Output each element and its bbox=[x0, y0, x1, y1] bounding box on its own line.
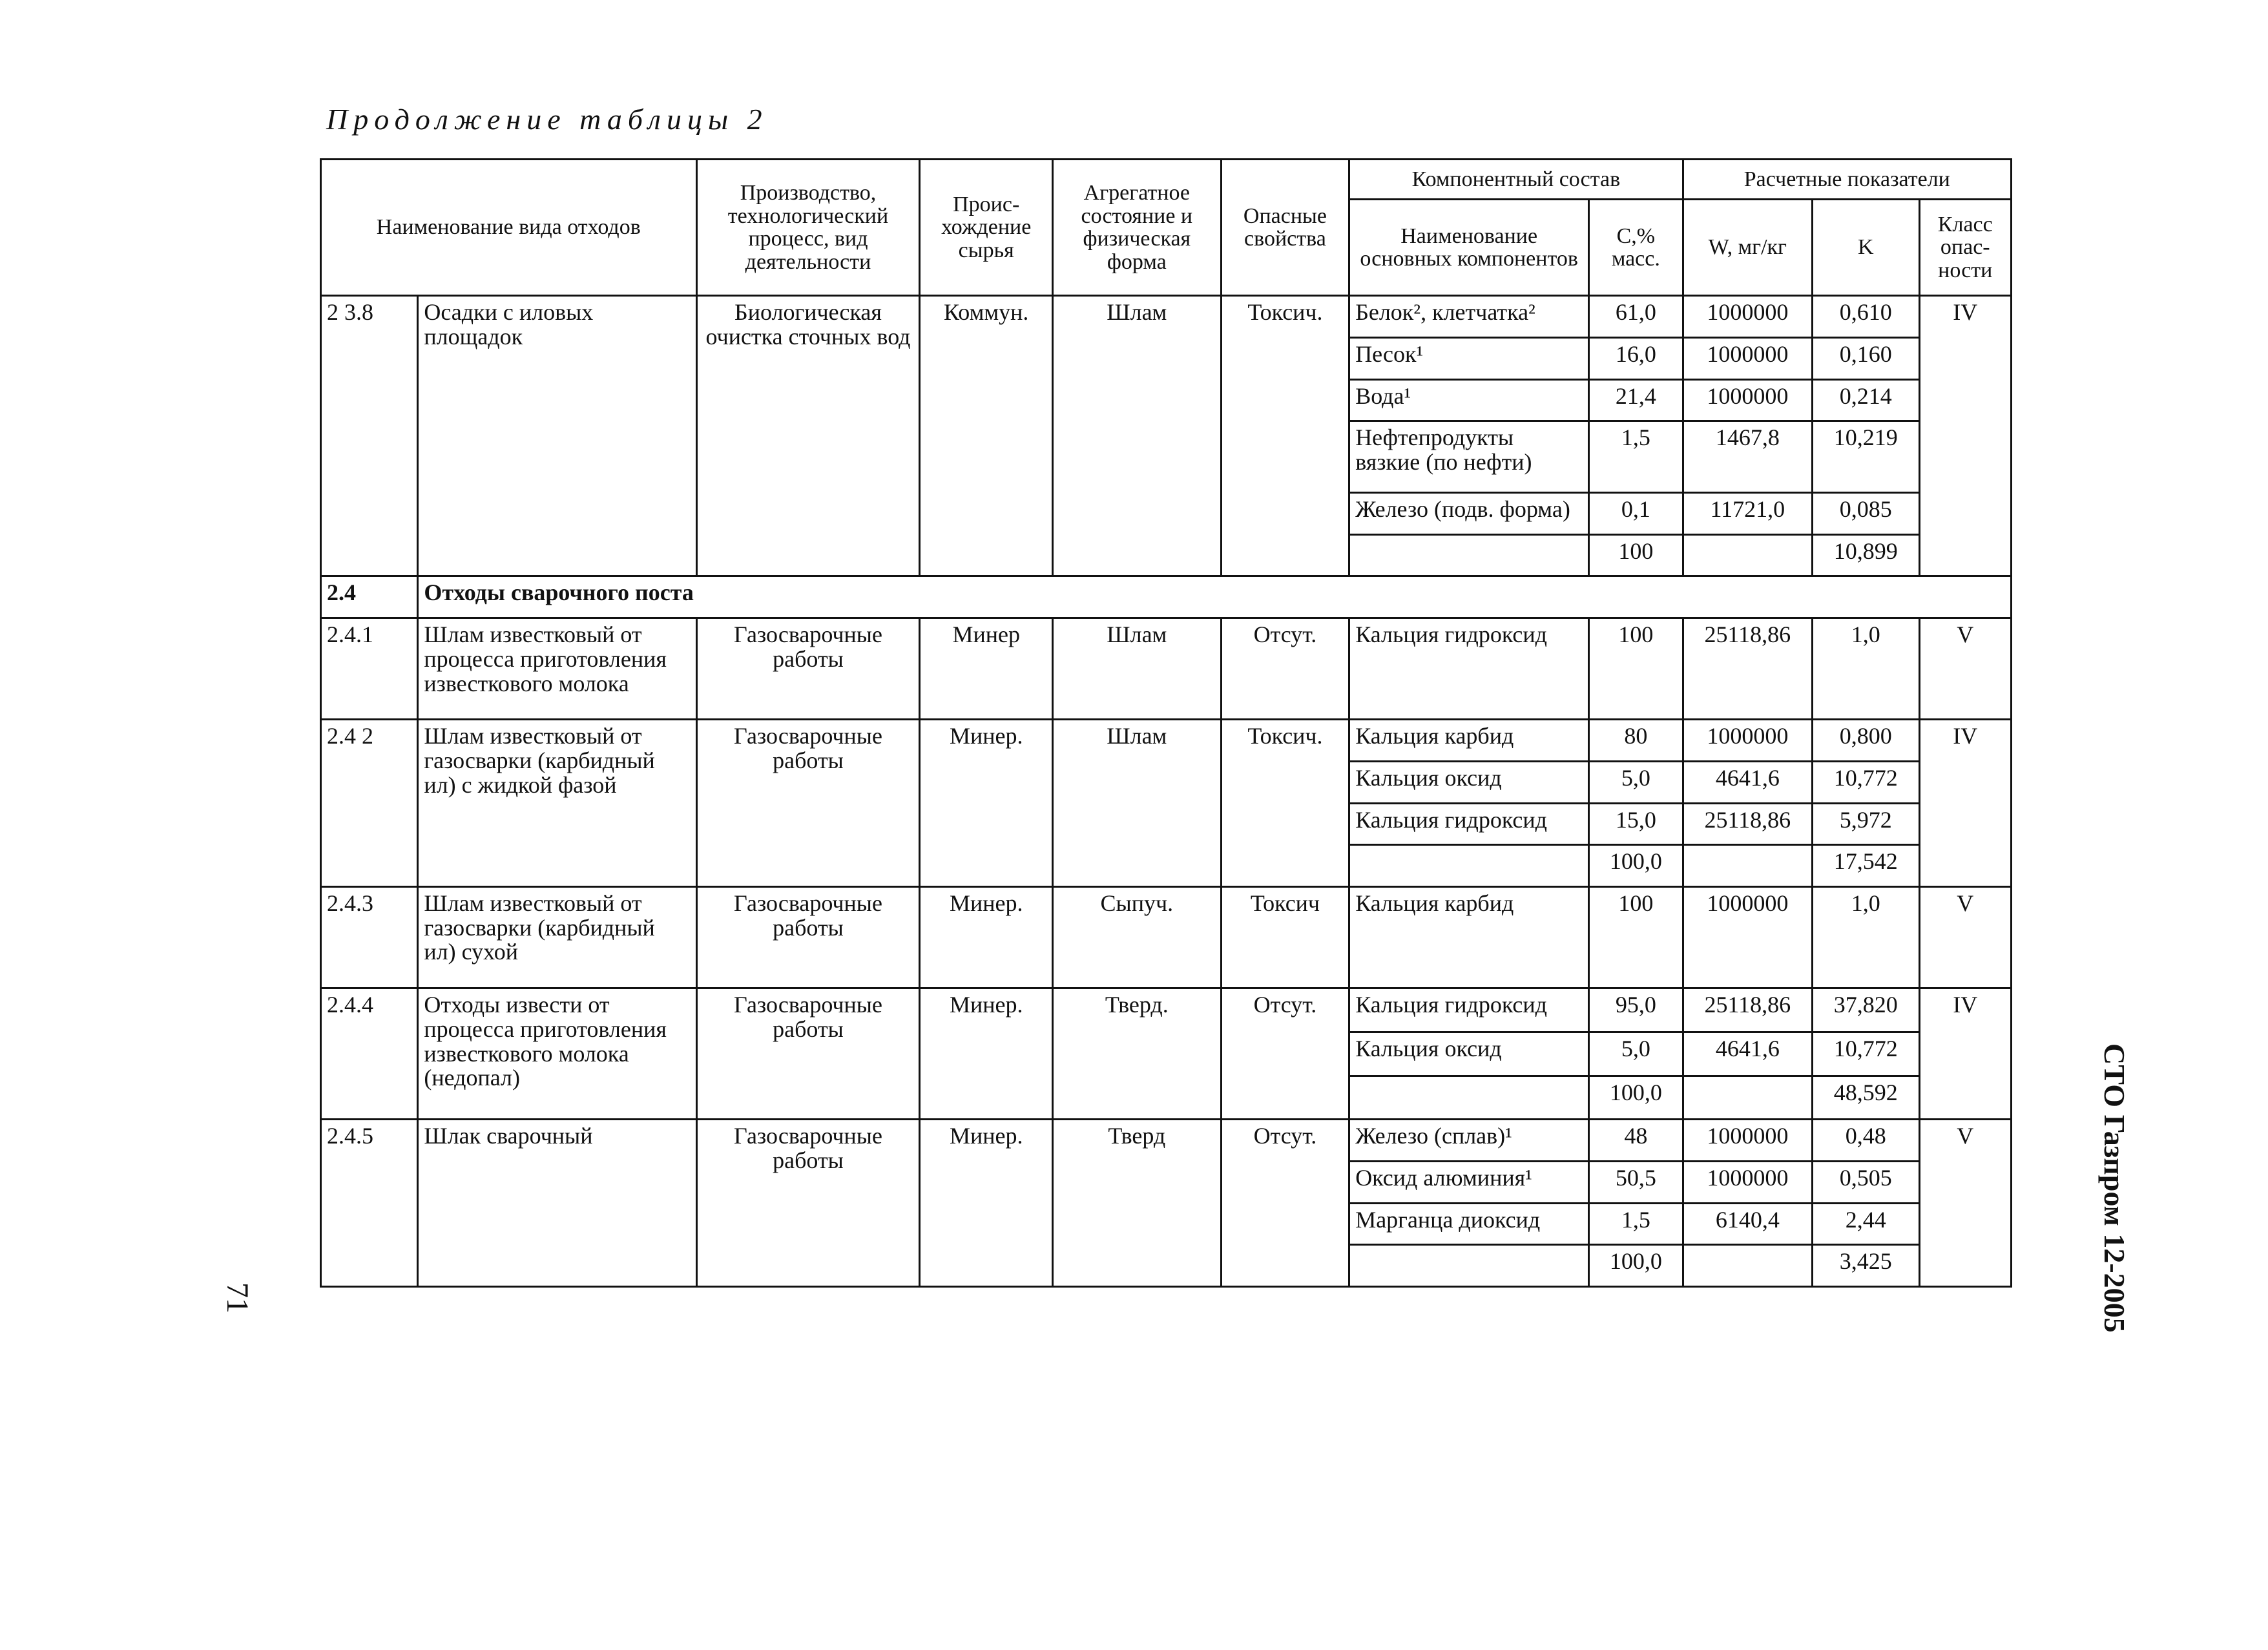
table-row bbox=[321, 618, 2012, 720]
component-name: Кальция карбид bbox=[1349, 886, 1589, 988]
component-name: Кальция оксид bbox=[1349, 761, 1589, 803]
waste-production: Биологическая очистка сточных вод bbox=[696, 296, 920, 576]
component-name: Железо (подв. форма) bbox=[1349, 493, 1589, 535]
component-k: 0,800 bbox=[1813, 720, 1919, 762]
component-k: 10,772 bbox=[1813, 761, 1919, 803]
header-name: Наименование вида отходов bbox=[321, 160, 697, 296]
hazard-class: IV bbox=[1919, 720, 2011, 887]
waste-name: Шлам известковый от процесса приготовления известкового молока bbox=[418, 618, 696, 720]
table-row bbox=[321, 886, 2012, 988]
waste-hazard: Токсич bbox=[1221, 886, 1349, 988]
waste-name: Шлак сварочный bbox=[418, 1120, 696, 1287]
total-concentration: 100,0 bbox=[1589, 1076, 1683, 1120]
component-k: 10,772 bbox=[1813, 1032, 1919, 1076]
waste-hazard: Отсут. bbox=[1221, 988, 1349, 1119]
component-name: Кальция гидроксид bbox=[1349, 618, 1589, 720]
section-code: 2.4 bbox=[321, 576, 418, 618]
total-concentration: 100 bbox=[1589, 534, 1683, 576]
waste-hazard: Отсут. bbox=[1221, 1120, 1349, 1287]
waste-code: 2.4.4 bbox=[321, 988, 418, 1119]
waste-hazard: Отсут. bbox=[1221, 618, 1349, 720]
total-blank-w bbox=[1683, 1076, 1813, 1120]
header-conc: С,% масс. bbox=[1589, 200, 1683, 296]
component-name: Кальция оксид bbox=[1349, 1032, 1589, 1076]
component-k: 5,972 bbox=[1813, 803, 1919, 845]
component-w: 1000000 bbox=[1683, 886, 1813, 988]
total-k: 3,425 bbox=[1813, 1245, 1919, 1287]
total-blank-cell bbox=[1349, 1076, 1589, 1120]
waste-state: Шлам bbox=[1052, 720, 1221, 887]
component-w: 25118,86 bbox=[1683, 988, 1813, 1032]
total-blank-w bbox=[1683, 845, 1813, 887]
waste-origin: Минер. bbox=[920, 1120, 1053, 1287]
component-concentration: 1,5 bbox=[1589, 421, 1683, 493]
header-hazard: Опасные свойства bbox=[1221, 160, 1349, 296]
component-k: 1,0 bbox=[1813, 886, 1919, 988]
total-concentration: 100,0 bbox=[1589, 845, 1683, 887]
waste-name: Осадки с иловых площадок bbox=[418, 296, 696, 576]
component-concentration: 80 bbox=[1589, 720, 1683, 762]
table-row bbox=[321, 988, 2012, 1032]
table-row bbox=[321, 720, 2012, 762]
waste-origin: Минер bbox=[920, 618, 1053, 720]
component-concentration: 5,0 bbox=[1589, 1032, 1683, 1076]
header-origin: Проис-хождение сырья bbox=[920, 160, 1053, 296]
component-w: 4641,6 bbox=[1683, 761, 1813, 803]
hazard-class: IV bbox=[1919, 988, 2011, 1119]
component-w: 1000000 bbox=[1683, 296, 1813, 338]
header-calc-group: Расчетные показатели bbox=[1683, 160, 2011, 200]
page-number: 71 bbox=[220, 1282, 255, 1313]
waste-hazard: Токсич. bbox=[1221, 720, 1349, 887]
header-w: W, мг/кг bbox=[1683, 200, 1813, 296]
component-w: 1000000 bbox=[1683, 1120, 1813, 1162]
waste-state: Тверд. bbox=[1052, 988, 1221, 1119]
component-name: Нефтепродукты вязкие (по нефти) bbox=[1349, 421, 1589, 493]
component-concentration: 100 bbox=[1589, 886, 1683, 988]
table-row bbox=[321, 1120, 2012, 1162]
waste-name: Шлам известковый от газосварки (карбидный ил) сухой bbox=[418, 886, 696, 988]
waste-name: Отходы извести от процесса приготовления известкового молока (недопал) bbox=[418, 988, 696, 1119]
waste-production: Газосварочные работы bbox=[696, 618, 920, 720]
waste-code: 2.4.1 bbox=[321, 618, 418, 720]
component-name: Кальция гидроксид bbox=[1349, 803, 1589, 845]
hazard-class: V bbox=[1919, 1120, 2011, 1287]
header-class: Класс опас-ности bbox=[1919, 200, 2011, 296]
component-concentration: 61,0 bbox=[1589, 296, 1683, 338]
waste-code: 2.4.5 bbox=[321, 1120, 418, 1287]
header-state: Агрегатное состояние и физическая форма bbox=[1052, 160, 1221, 296]
total-blank-w bbox=[1683, 1245, 1813, 1287]
component-concentration: 16,0 bbox=[1589, 338, 1683, 380]
component-k: 0,610 bbox=[1813, 296, 1919, 338]
component-name: Вода¹ bbox=[1349, 379, 1589, 421]
waste-table bbox=[320, 158, 2012, 1288]
component-k: 0,085 bbox=[1813, 493, 1919, 535]
total-blank-cell bbox=[1349, 845, 1589, 887]
waste-state: Сыпуч. bbox=[1052, 886, 1221, 988]
component-name: Оксид алюминия¹ bbox=[1349, 1161, 1589, 1203]
waste-origin: Минер. bbox=[920, 988, 1053, 1119]
component-name: Марганца диоксид bbox=[1349, 1203, 1589, 1245]
header-row-1 bbox=[321, 160, 2012, 200]
total-k: 17,542 bbox=[1813, 845, 1919, 887]
total-blank-cell bbox=[1349, 1245, 1589, 1287]
component-concentration: 21,4 bbox=[1589, 379, 1683, 421]
component-w: 4641,6 bbox=[1683, 1032, 1813, 1076]
component-name: Кальция гидроксид bbox=[1349, 988, 1589, 1032]
waste-hazard: Токсич. bbox=[1221, 296, 1349, 576]
component-concentration: 48 bbox=[1589, 1120, 1683, 1162]
section-title: Отходы сварочного поста bbox=[418, 576, 2012, 618]
component-name: Железо (сплав)¹ bbox=[1349, 1120, 1589, 1162]
component-name: Песок¹ bbox=[1349, 338, 1589, 380]
table-caption: Продолжение таблицы 2 bbox=[326, 103, 768, 136]
component-concentration: 15,0 bbox=[1589, 803, 1683, 845]
component-w: 1000000 bbox=[1683, 1161, 1813, 1203]
total-k: 10,899 bbox=[1813, 534, 1919, 576]
component-k: 0,160 bbox=[1813, 338, 1919, 380]
component-k: 0,48 bbox=[1813, 1120, 1919, 1162]
component-concentration: 100 bbox=[1589, 618, 1683, 720]
header-composition-group: Компонентный состав bbox=[1349, 160, 1683, 200]
component-w: 25118,86 bbox=[1683, 803, 1813, 845]
waste-origin: Минер. bbox=[920, 720, 1053, 887]
waste-production: Газосварочные работы bbox=[696, 988, 920, 1119]
component-k: 37,820 bbox=[1813, 988, 1919, 1032]
component-k: 2,44 bbox=[1813, 1203, 1919, 1245]
waste-production: Газосварочные работы bbox=[696, 720, 920, 887]
component-w: 1467,8 bbox=[1683, 421, 1813, 493]
total-blank-cell bbox=[1349, 534, 1589, 576]
component-k: 0,214 bbox=[1813, 379, 1919, 421]
component-concentration: 5,0 bbox=[1589, 761, 1683, 803]
component-name: Белок², клетчатка² bbox=[1349, 296, 1589, 338]
component-w: 1000000 bbox=[1683, 720, 1813, 762]
component-k: 0,505 bbox=[1813, 1161, 1919, 1203]
total-k: 48,592 bbox=[1813, 1076, 1919, 1120]
component-w: 6140,4 bbox=[1683, 1203, 1813, 1245]
component-w: 25118,86 bbox=[1683, 618, 1813, 720]
total-concentration: 100,0 bbox=[1589, 1245, 1683, 1287]
component-k: 1,0 bbox=[1813, 618, 1919, 720]
hazard-class: V bbox=[1919, 618, 2011, 720]
table-row bbox=[321, 296, 2012, 338]
component-concentration: 95,0 bbox=[1589, 988, 1683, 1032]
component-name: Кальция карбид bbox=[1349, 720, 1589, 762]
component-k: 10,219 bbox=[1813, 421, 1919, 493]
header-component-name: Наименование основных компонентов bbox=[1349, 200, 1589, 296]
waste-state: Шлам bbox=[1052, 296, 1221, 576]
hazard-class: V bbox=[1919, 886, 2011, 988]
waste-production: Газосварочные работы bbox=[696, 1120, 920, 1287]
waste-code: 2 3.8 bbox=[321, 296, 418, 576]
document-reference: СТО Газпром 12-2005 bbox=[2098, 1043, 2131, 1333]
component-concentration: 0,1 bbox=[1589, 493, 1683, 535]
waste-state: Шлам bbox=[1052, 618, 1221, 720]
waste-code: 2.4.3 bbox=[321, 886, 418, 988]
section-row bbox=[321, 576, 2012, 618]
waste-code: 2.4 2 bbox=[321, 720, 418, 887]
hazard-class: IV bbox=[1919, 296, 2011, 576]
header-k: K bbox=[1813, 200, 1919, 296]
header-production: Производство, технологический процесс, вид деятельности bbox=[696, 160, 920, 296]
component-concentration: 50,5 bbox=[1589, 1161, 1683, 1203]
total-blank-w bbox=[1683, 534, 1813, 576]
waste-state: Тверд bbox=[1052, 1120, 1221, 1287]
component-w: 1000000 bbox=[1683, 338, 1813, 380]
component-concentration: 1,5 bbox=[1589, 1203, 1683, 1245]
waste-origin: Минер. bbox=[920, 886, 1053, 988]
component-w: 11721,0 bbox=[1683, 493, 1813, 535]
component-w: 1000000 bbox=[1683, 379, 1813, 421]
waste-origin: Коммун. bbox=[920, 296, 1053, 576]
waste-production: Газосварочные работы bbox=[696, 886, 920, 988]
waste-name: Шлам известковый от газосварки (карбидный ил) с жидкой фазой bbox=[418, 720, 696, 887]
